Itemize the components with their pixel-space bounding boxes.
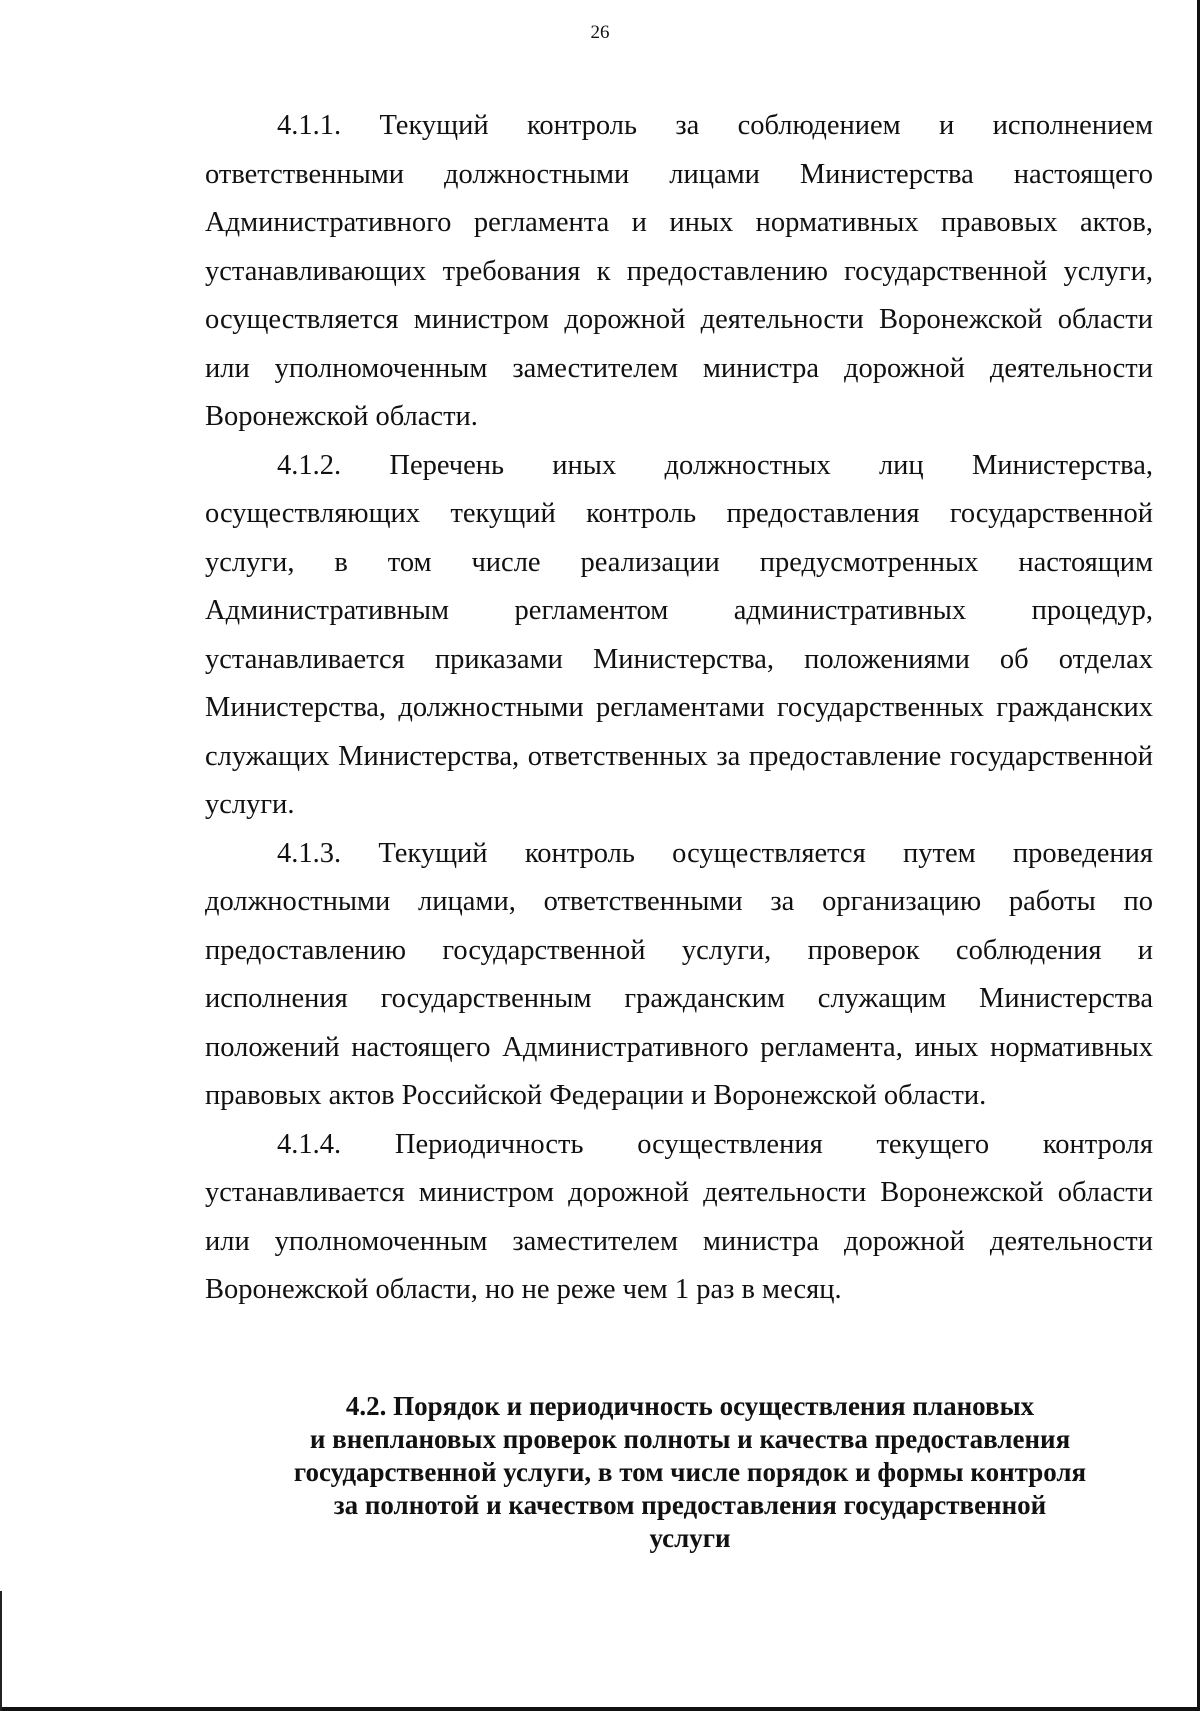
paragraph-4-1-4 — [205, 1121, 1153, 1315]
paragraph-number: 4.1.2. — [277, 449, 342, 481]
heading-line: услуги — [649, 1523, 731, 1553]
heading-line: 4.2. Порядок и периодичность осуществления плановых — [345, 1391, 1035, 1421]
scan-edge-left — [0, 1591, 2, 1711]
paragraph-4-1-1 — [205, 102, 1153, 442]
page-number: 26 — [590, 22, 610, 43]
scan-edge-bottom — [0, 1707, 1200, 1711]
paragraph-text: Текущий контроль за соблюдением и исполнением ответственными должностными лицами Министерства настоящего Административного регламента и иных нормативных правовых актов, устанавливающих требования к предоставлению государственной услуги, осуществляется министром дорожной деятельности Воронежской области или уполномоченным заместителем министра дорожной деятельности Воронежской области. — [205, 110, 1154, 432]
paragraph-number: 4.1.3. — [277, 837, 342, 869]
paragraph-text: Перечень иных должностных лиц Министерства, осуществляющих текущий контроль предоставления государственной услуги, в том числе реализации предусмотренных настоящим Административным регламентом административных процедур, устанавливается приказами Министерства, положениями об отделах Министерства, должностными регламентами государственных гражданских служащих Министерства, ответственных за предоставление государственной услуги. — [205, 449, 1154, 820]
document-body — [205, 102, 1153, 1315]
paragraph-number: 4.1.4. — [277, 1128, 342, 1160]
section-heading-4-2 — [240, 1390, 1140, 1555]
heading-line: и внеплановых проверок полноты и качества предоставления — [309, 1424, 1071, 1454]
paragraph-text: Текущий контроль осуществляется путем проведения должностными лицами, ответственными за организацию работы по предоставлению государственной услуги, проверок соблюдения и исполнения государственным гражданским служащим Министерства положений настоящего Административного регламента, иных нормативных правовых актов Российской Федерации и Воронежской области. — [205, 837, 1153, 1111]
paragraph-4-1-2 — [205, 442, 1153, 830]
paragraph-text: Периодичность осуществления текущего контроля устанавливается министром дорожной деятельности Воронежской области или уполномоченным заместителем министра дорожной деятельности Воронежской области, но не реже чем 1 раз в месяц. — [205, 1128, 1153, 1305]
paragraph-number: 4.1.1. — [277, 110, 342, 141]
heading-line: за полнотой и качеством предоставления государственной — [333, 1490, 1047, 1520]
paragraph-4-1-3 — [205, 830, 1153, 1121]
heading-line: государственной услуги, в том числе порядок и формы контроля — [293, 1457, 1087, 1487]
